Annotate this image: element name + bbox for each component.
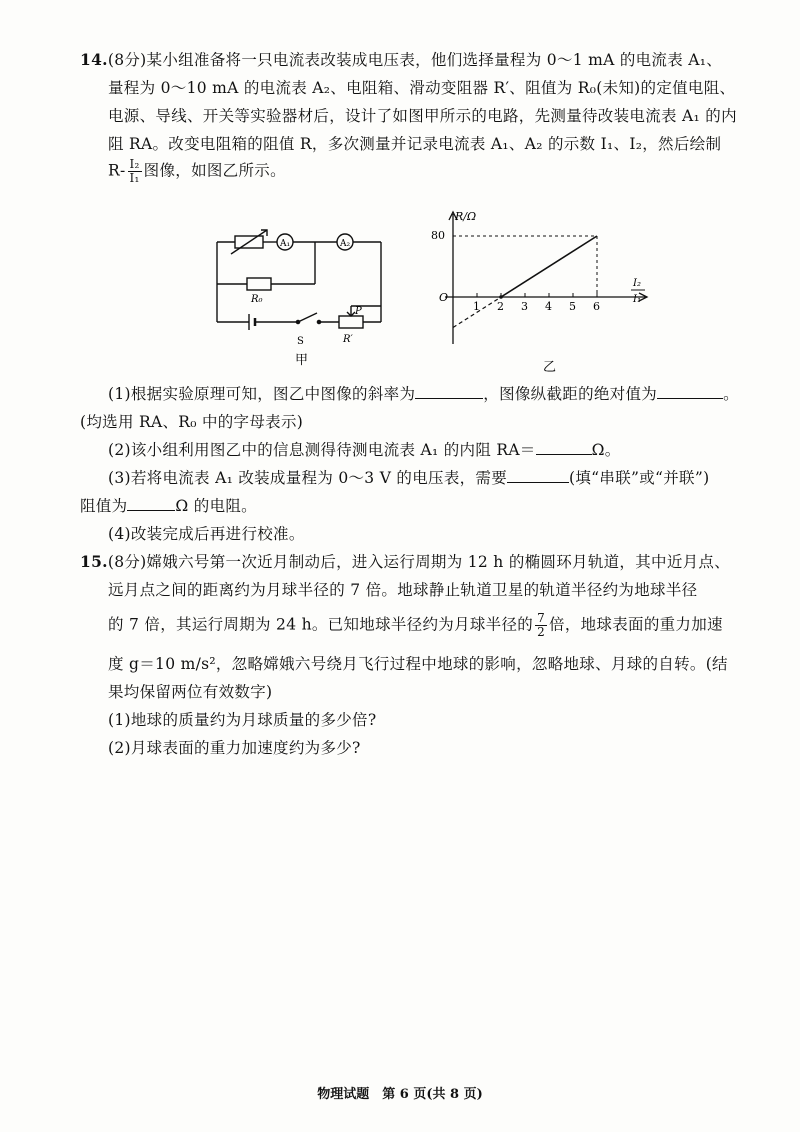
q14-line4: 阻 RA。改变电阻箱的阻值 R，多次测量并记录电流表 A₁、A₂ 的示数 I₁、I₂，然后绘制: [108, 135, 722, 153]
q15-line5: 果均保留两位有效数字): [108, 683, 273, 701]
q14-sub2-b: Ω。: [591, 441, 621, 459]
point-x-intercept: [499, 295, 503, 299]
blank-connection[interactable]: [507, 482, 569, 483]
label-r0: R₀: [251, 294, 263, 305]
caption-jia: 甲: [295, 353, 309, 368]
q14-score: (8分): [107, 51, 147, 69]
q14-sub1-c: 。: [723, 385, 739, 403]
q14-line5: [108, 158, 286, 185]
label-a1: A₁: [280, 239, 291, 249]
x-tick-label-3: 3: [521, 300, 528, 313]
q14-line5-prefix: R-: [108, 161, 126, 180]
q14-sub1-note: (均选用 RA、R₀ 中的字母表示): [80, 413, 304, 431]
series-line: [501, 236, 597, 297]
q15-sub1: (1)地球的质量约为月球质量的多少倍?: [108, 711, 377, 729]
q15-frac-num: 7: [537, 611, 546, 625]
q15-line4: 度 g＝10 m/s²，忽略嫦娥六号绕月飞行过程中地球的影响，忽略地球、月球的自转。(结: [108, 655, 728, 673]
origin-label: O: [439, 291, 449, 304]
q14-line3: 电源、导线、开关等实验器材后，设计了如图甲所示的电路，先测量待改装电流表 A₁ 的内: [108, 107, 737, 125]
q15-text-1: 嫦娥六号第一次近月制动后，进入运行周期为 12 h 的椭圆环月轨道，其中近月点、: [146, 553, 731, 571]
q14-fraction: [128, 158, 142, 185]
q14-sub1: [108, 382, 739, 404]
blank-slope[interactable]: [415, 398, 483, 399]
page-footer: 物理试题 第 6 页(共 8 页): [317, 1087, 483, 1102]
graph-yi: [425, 206, 665, 376]
q14-frac-den: I₁: [129, 171, 140, 185]
q14-sub1-a: (1)根据实验原理可知，图乙中图像的斜率为: [108, 385, 416, 403]
x-tick-label-6: 6: [593, 300, 600, 313]
q14-line2: 量程为 0～10 mA 的电流表 A₂、电阻箱、滑动变阻器 R′、阻值为 R₀(未知)的定值电阻、: [108, 79, 736, 97]
q14-sub3: [108, 466, 709, 488]
label-p: P: [355, 306, 362, 317]
q14-line5-suffix: 图像，如图乙所示。: [143, 161, 286, 180]
y-axis-label: R/Ω: [455, 210, 477, 223]
blank-resistance[interactable]: [127, 510, 175, 511]
blank-intercept[interactable]: [657, 398, 723, 399]
q14-sub3-cont: [80, 494, 257, 516]
label-a2: A₂: [340, 239, 351, 249]
q14-sub4: (4)改装完成后再进行校准。: [108, 525, 305, 543]
q15-line3-a: 的 7 倍，其运行周期为 24 h。已知地球半径约为月球半径的: [108, 615, 534, 634]
q15-sub2: (2)月球表面的重力加速度约为多少?: [108, 739, 361, 757]
label-s: S: [297, 336, 304, 347]
q14-sub3-b: (填“串联”或“并联”): [569, 469, 710, 487]
q14-frac-num: I₂: [129, 157, 140, 171]
x-tick-label-5: 5: [569, 300, 576, 313]
switch-s: [298, 313, 317, 322]
label-rprime: R′: [343, 334, 353, 345]
circuit-diagram-jia: [205, 220, 405, 370]
x-label-num: I₂: [633, 278, 641, 289]
x-label-den: I₁: [633, 294, 641, 305]
q15-line2: 远月点之间的距离约为月球半径的 7 倍。地球静止轨道卫星的轨道半径约为地球半径: [108, 581, 698, 599]
q14-sub3-d: Ω 的电阻。: [175, 497, 257, 515]
q14-sub3-a: (3)若将电流表 A₁ 改装成量程为 0～3 V 的电压表，需要: [108, 469, 508, 487]
q14-sub1-b: ，图像纵截距的绝对值为: [483, 385, 658, 403]
caption-yi: 乙: [543, 360, 557, 375]
plot-area: [453, 236, 600, 328]
q14-sub2-a: (2)该小组利用图乙中的信息测得待测电流表 A₁ 的内阻 RA＝: [108, 441, 536, 459]
x-tick-label-1: 1: [473, 300, 480, 313]
x-tick-label-2: 2: [497, 300, 504, 313]
q15-fraction: [535, 612, 547, 639]
x-tick-label-4: 4: [545, 300, 552, 313]
q15-line1: [80, 550, 730, 572]
q15-frac-den: 2: [537, 625, 546, 639]
q14-sub2: [108, 438, 621, 460]
y-tick-80: 80: [431, 229, 445, 242]
q14-text-1: 某小组准备将一只电流表改装成电压表，他们选择量程为 0～1 mA 的电流表 A₁、: [146, 51, 723, 69]
q15-number: 15.: [80, 552, 108, 571]
q15-score: (8分): [107, 553, 147, 571]
rheostat: [339, 316, 363, 328]
resistor-r0: [247, 278, 271, 290]
q14-number: 14.: [80, 50, 108, 69]
q15-line3: [108, 612, 723, 639]
q14-sub3-c: 阻值为: [80, 497, 128, 515]
blank-ra[interactable]: [536, 454, 592, 455]
q15-line3-b: 倍，地球表面的重力加速: [549, 615, 723, 634]
q14-line1: [80, 48, 722, 70]
